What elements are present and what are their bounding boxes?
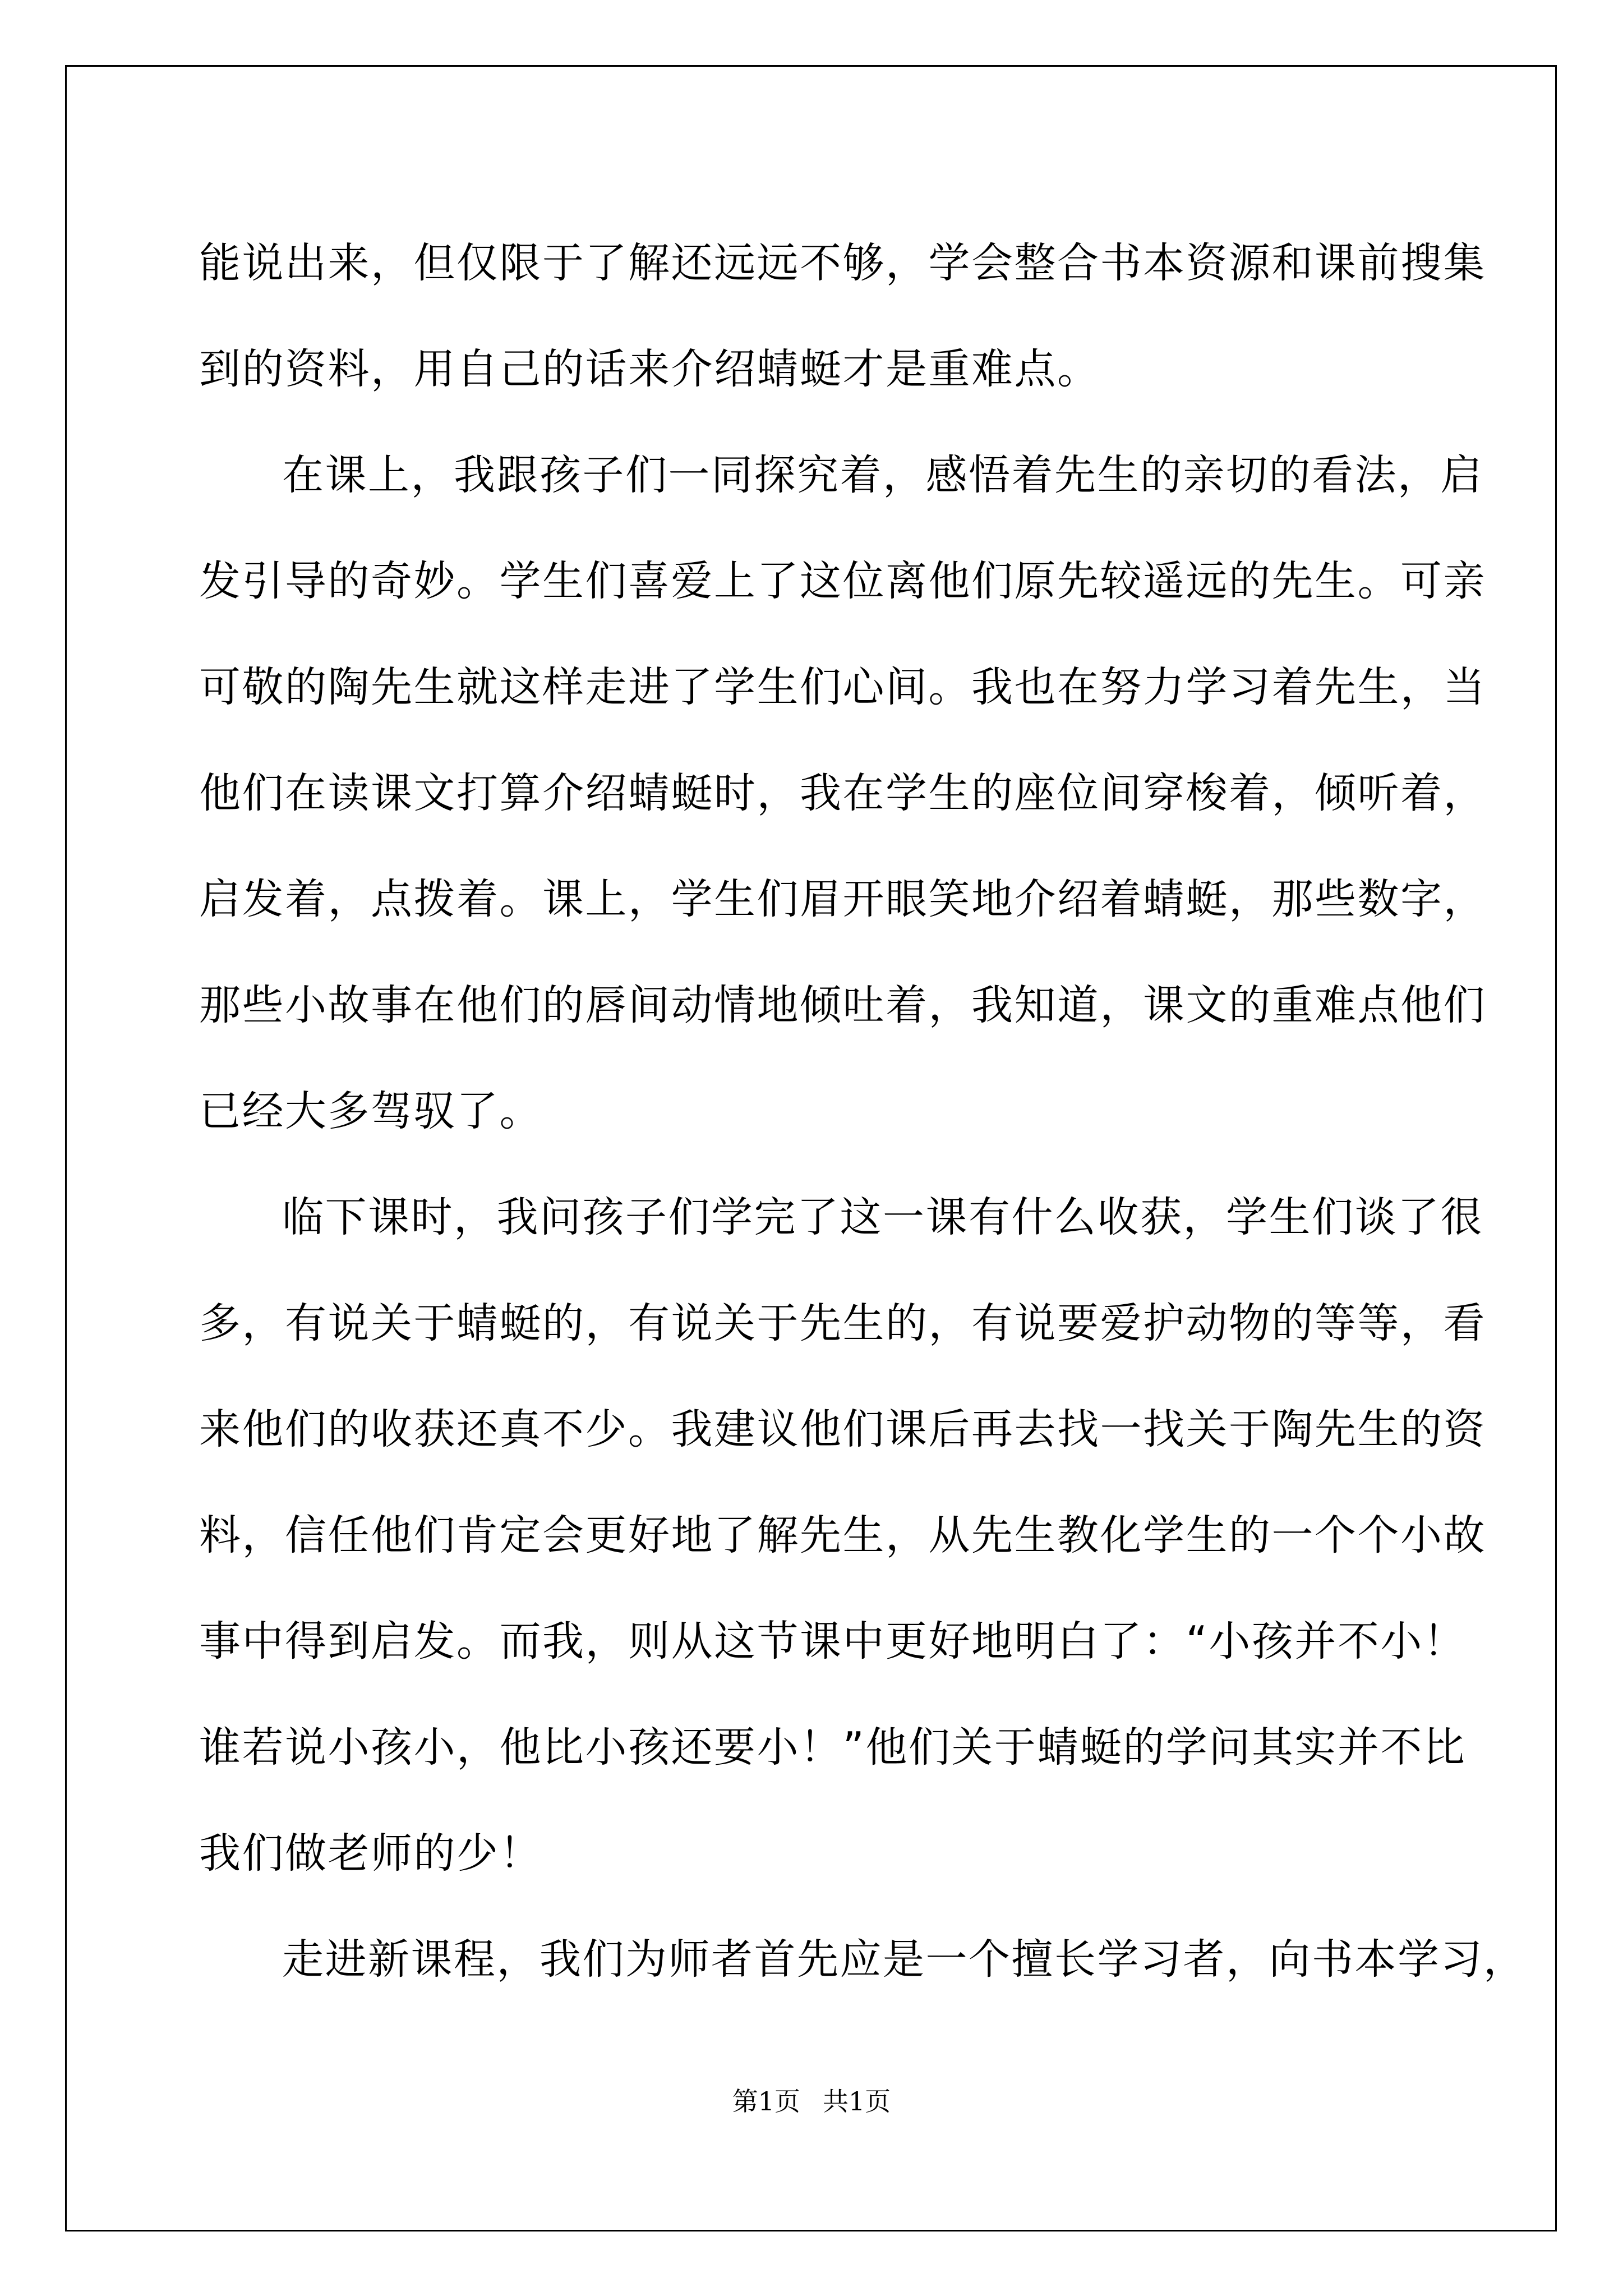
page-number-total: 共1页	[823, 2086, 891, 2116]
text-line: 临下课时，我问孩子们学完了这一课有什么收获，学生们谈了很	[282, 1193, 1483, 1241]
text-line: 到的资料，用自己的话来介绍蜻蜓才是重难点。	[199, 345, 1100, 393]
page-number-current: 第1页	[732, 2086, 800, 2116]
text-line: 已经大多驾驭了。	[199, 1087, 542, 1135]
text-line: 那些小故事在他们的唇间动情地倾吐着，我知道，课文的重难点他们	[199, 981, 1486, 1029]
text-line: 他们在读课文打算介绍蜻蜓时，我在学生的座位间穿梭着，倾听着，	[199, 769, 1486, 817]
text-line: 可敬的陶先生就这样走进了学生们心间。我也在努力学习着先生，当	[199, 663, 1486, 711]
text-line: 能说出来，但仅限于了解还远远不够，学会整合书本资源和课前搜集	[199, 239, 1486, 287]
text-line: 来他们的收获还真不少。我建议他们课后再去找一找关于陶先生的资	[199, 1405, 1486, 1453]
text-line: 谁若说小孩小，他比小孩还要小！”他们关于蜻蜓的学问其实并不比	[199, 1723, 1467, 1772]
text-line: 走进新课程，我们为师者首先应是一个擅长学习者，向书本学习，	[282, 1935, 1527, 1984]
text-line: 多，有说关于蜻蜓的，有说关于先生的，有说要爱护动物的等等，看	[199, 1299, 1486, 1347]
text-line: 我们做老师的少！	[199, 1829, 542, 1878]
text-line: 启发着，点拨着。课上，学生们眉开眼笑地介绍着蜻蜓，那些数字，	[199, 875, 1486, 923]
document-body	[199, 210, 1527, 2013]
text-line: 在课上，我跟孩子们一同探究着，感悟着先生的亲切的看法，启	[282, 451, 1483, 499]
text-line: 发引导的奇妙。学生们喜爱上了这位离他们原先较遥远的先生。可亲	[199, 557, 1486, 605]
text-line: 事中得到启发。而我，则从这节课中更好地明白了：“小孩并不小！	[199, 1617, 1467, 1665]
page-footer	[0, 2081, 1623, 2118]
text-line: 料，信任他们肯定会更好地了解先生，从先生教化学生的一个个小故	[199, 1511, 1486, 1559]
